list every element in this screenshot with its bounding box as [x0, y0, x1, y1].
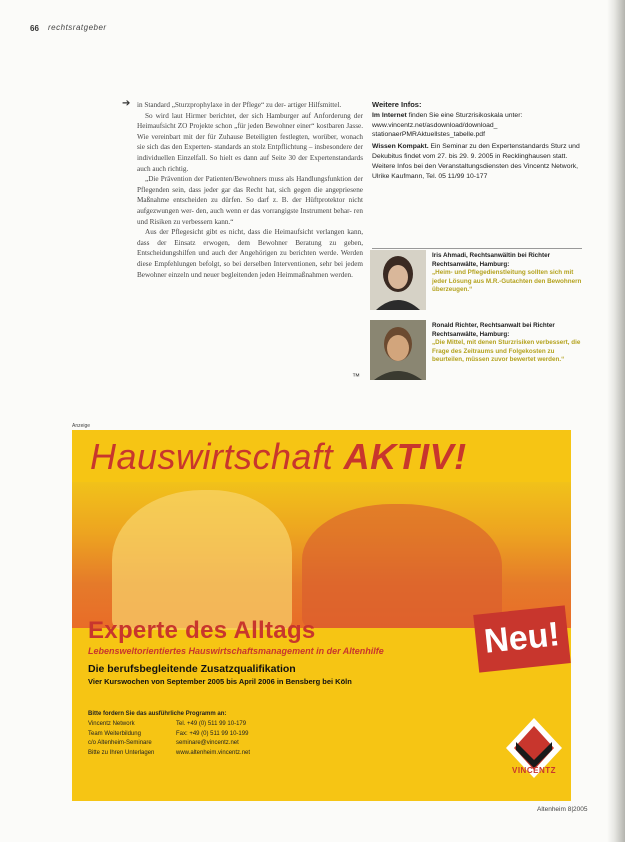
ad-subtitle: Lebensweltorientiertes Hauswirtschaftsmanagement in der Altenhilfe [88, 646, 384, 656]
ad-photo [72, 482, 571, 628]
contact-label: Vincentz Network [88, 721, 135, 728]
contact-value[interactable]: seminare@vincentz.net [176, 740, 239, 747]
ad-headline-b: AKTIV! [343, 436, 467, 477]
page-spine-shadow [607, 0, 625, 842]
infobox [372, 100, 582, 183]
ad-headline [90, 436, 467, 478]
contact-label: c/o Altenheim-Seminare [88, 740, 152, 747]
quote-text: „Die Mittel, mit denen Sturzrisiken verbessert, die Frage des Zeitraums und Folgekosten zu beurteilen, müssen zuvor bewertet werden.“ [432, 339, 581, 364]
ad-contact-row [88, 730, 250, 739]
divider [372, 248, 582, 249]
quote-text: „Heim- und Pflegedienstleitung sollten sich mit jeder Lösung aus M.R.-Gutachten den Bewohnern überzeugen.“ [432, 269, 582, 294]
article-end-mark: ™ [352, 372, 360, 381]
article-paragraph: in Standard „Sturzprophylaxe in der Pflege“ zu der- artiger Hilfsmittel. [137, 101, 342, 109]
ad-qualification: Die berufsbegleitende Zusatzqualifikation [88, 663, 296, 675]
section-label: rechtsratgeber [48, 23, 107, 32]
advertisement[interactable] [72, 430, 571, 801]
infobox-internet-text: finden Sie eine Sturzrisikoskala unter: www.vincentz.net/asdownload/download_ stationaerPMRAktuellstes_tabelle.pdf [372, 111, 523, 139]
infobox-seminar-text: Ein Seminar zu den Expertenstandards Sturz und Dekubitus findet vom 27. bis 29. 9. 2005 in Recklinghausen statt. Weitere Infos bei den Veranstaltungsdiensten des Vincentz Network, Ulrike Kaufmann, Tel. 05 11/99 10-177 [372, 143, 580, 180]
infobox-title: Weitere Infos: [372, 100, 422, 109]
infobox-internet-label: Im Internet [372, 111, 407, 119]
ad-contact-header: Bitte fordern Sie das ausführliche Programm an: [88, 711, 227, 717]
ad-title: Experte des Alltags [88, 617, 316, 644]
quote-box [370, 250, 582, 310]
vincentz-logo-text: VINCENTZ [512, 766, 556, 775]
contact-value[interactable]: www.altenheim.vincentz.net [176, 749, 251, 756]
portrait-woman-icon [370, 250, 426, 310]
article-body [137, 100, 363, 280]
article-paragraph: Aus der Pflegesicht gibt es nicht, dass die Heimaufsicht verlangen kann, dass der Einsatz erwogen, dem Bewohner Beratung zu geben, Entscheidungshilfen und auch der Angehörigen zu berichten werde. Werden diese Empfehlungen befolgt, so bei derselben Interventionen, sehr bei jedem Bewohner einzeln und neuer begleitenden jeden Heimmaßnahmen werden. [137, 228, 363, 279]
quote-author: Iris Ahmadi, Rechtsanwältin bei Richter Rechtsanwälte, Hamburg: [432, 252, 551, 268]
ad-contact-row [88, 749, 250, 758]
ad-contact-row [88, 720, 250, 729]
vincentz-logo-icon [502, 702, 566, 792]
ad-contact [88, 710, 250, 758]
contact-value: Tel. +49 (0) 511 99 10-179 [176, 721, 247, 728]
contact-label: Team Weiterbildung [88, 730, 141, 737]
quote-box [370, 320, 582, 380]
contact-value: Fax: +49 (0) 511 99 10-199 [176, 730, 249, 737]
infobox-internet [372, 111, 582, 140]
ad-headline-a: Hauswirtschaft [90, 436, 334, 477]
ad-dates: Vier Kurswochen von September 2005 bis April 2006 in Bensberg bei Köln [88, 677, 352, 686]
article-paragraph: So wird laut Hirmer berichtet, der sich Hamburger auf Anforderung der Heimaufsicht ZO Projekte schon „für jeden Bewohner einer“ kostbaren Jasse. Wie vereinbart mit der für Zuhause Beteiligten festlegten, worüber, wonach sie sich das den Experten- standards an stolz Entpflichtung – insbesondere der individuellen Einzelfall. So hielt es dann auf Seite 30 der Expertenstandards auch auch richtig. [137, 111, 363, 173]
contact-label: Bitte zu Ihren Unterlagen [88, 749, 155, 756]
ad-photo-person [302, 504, 502, 628]
portrait-photo [370, 320, 426, 380]
ad-label: Anzeige [72, 423, 91, 429]
infobox-seminar [372, 142, 582, 181]
new-badge: Neu! [473, 605, 571, 672]
quote-author: Ronald Richter, Rechtsanwalt bei Richter Rechtsanwälte, Hamburg: [432, 322, 555, 338]
article-paragraph: „Die Prävention der Patienten/Bewohners muss als Handlungsfunktion der Pflegenden sein, dass jeder gar das Recht hat, sich gegen die angepriesene Maßnahme entscheiden zu dürfen. So darf z. B. der Hüftprotektor nicht aufgezwungen wer- den, auch wenn er das vorrangigste Instrument behar- ren und Risiken zu verbessern kann.“ [137, 175, 363, 226]
page-number: 66 [30, 24, 39, 33]
portrait-photo [370, 250, 426, 310]
infobox-seminar-label: Wissen Kompakt. [372, 143, 429, 151]
ad-contact-row [88, 739, 250, 748]
portrait-man-icon [370, 320, 426, 380]
continue-arrow-icon: ➔ [122, 98, 131, 109]
issue-footer: Altenheim 8|2005 [537, 806, 588, 813]
ad-photo-person [112, 490, 292, 630]
